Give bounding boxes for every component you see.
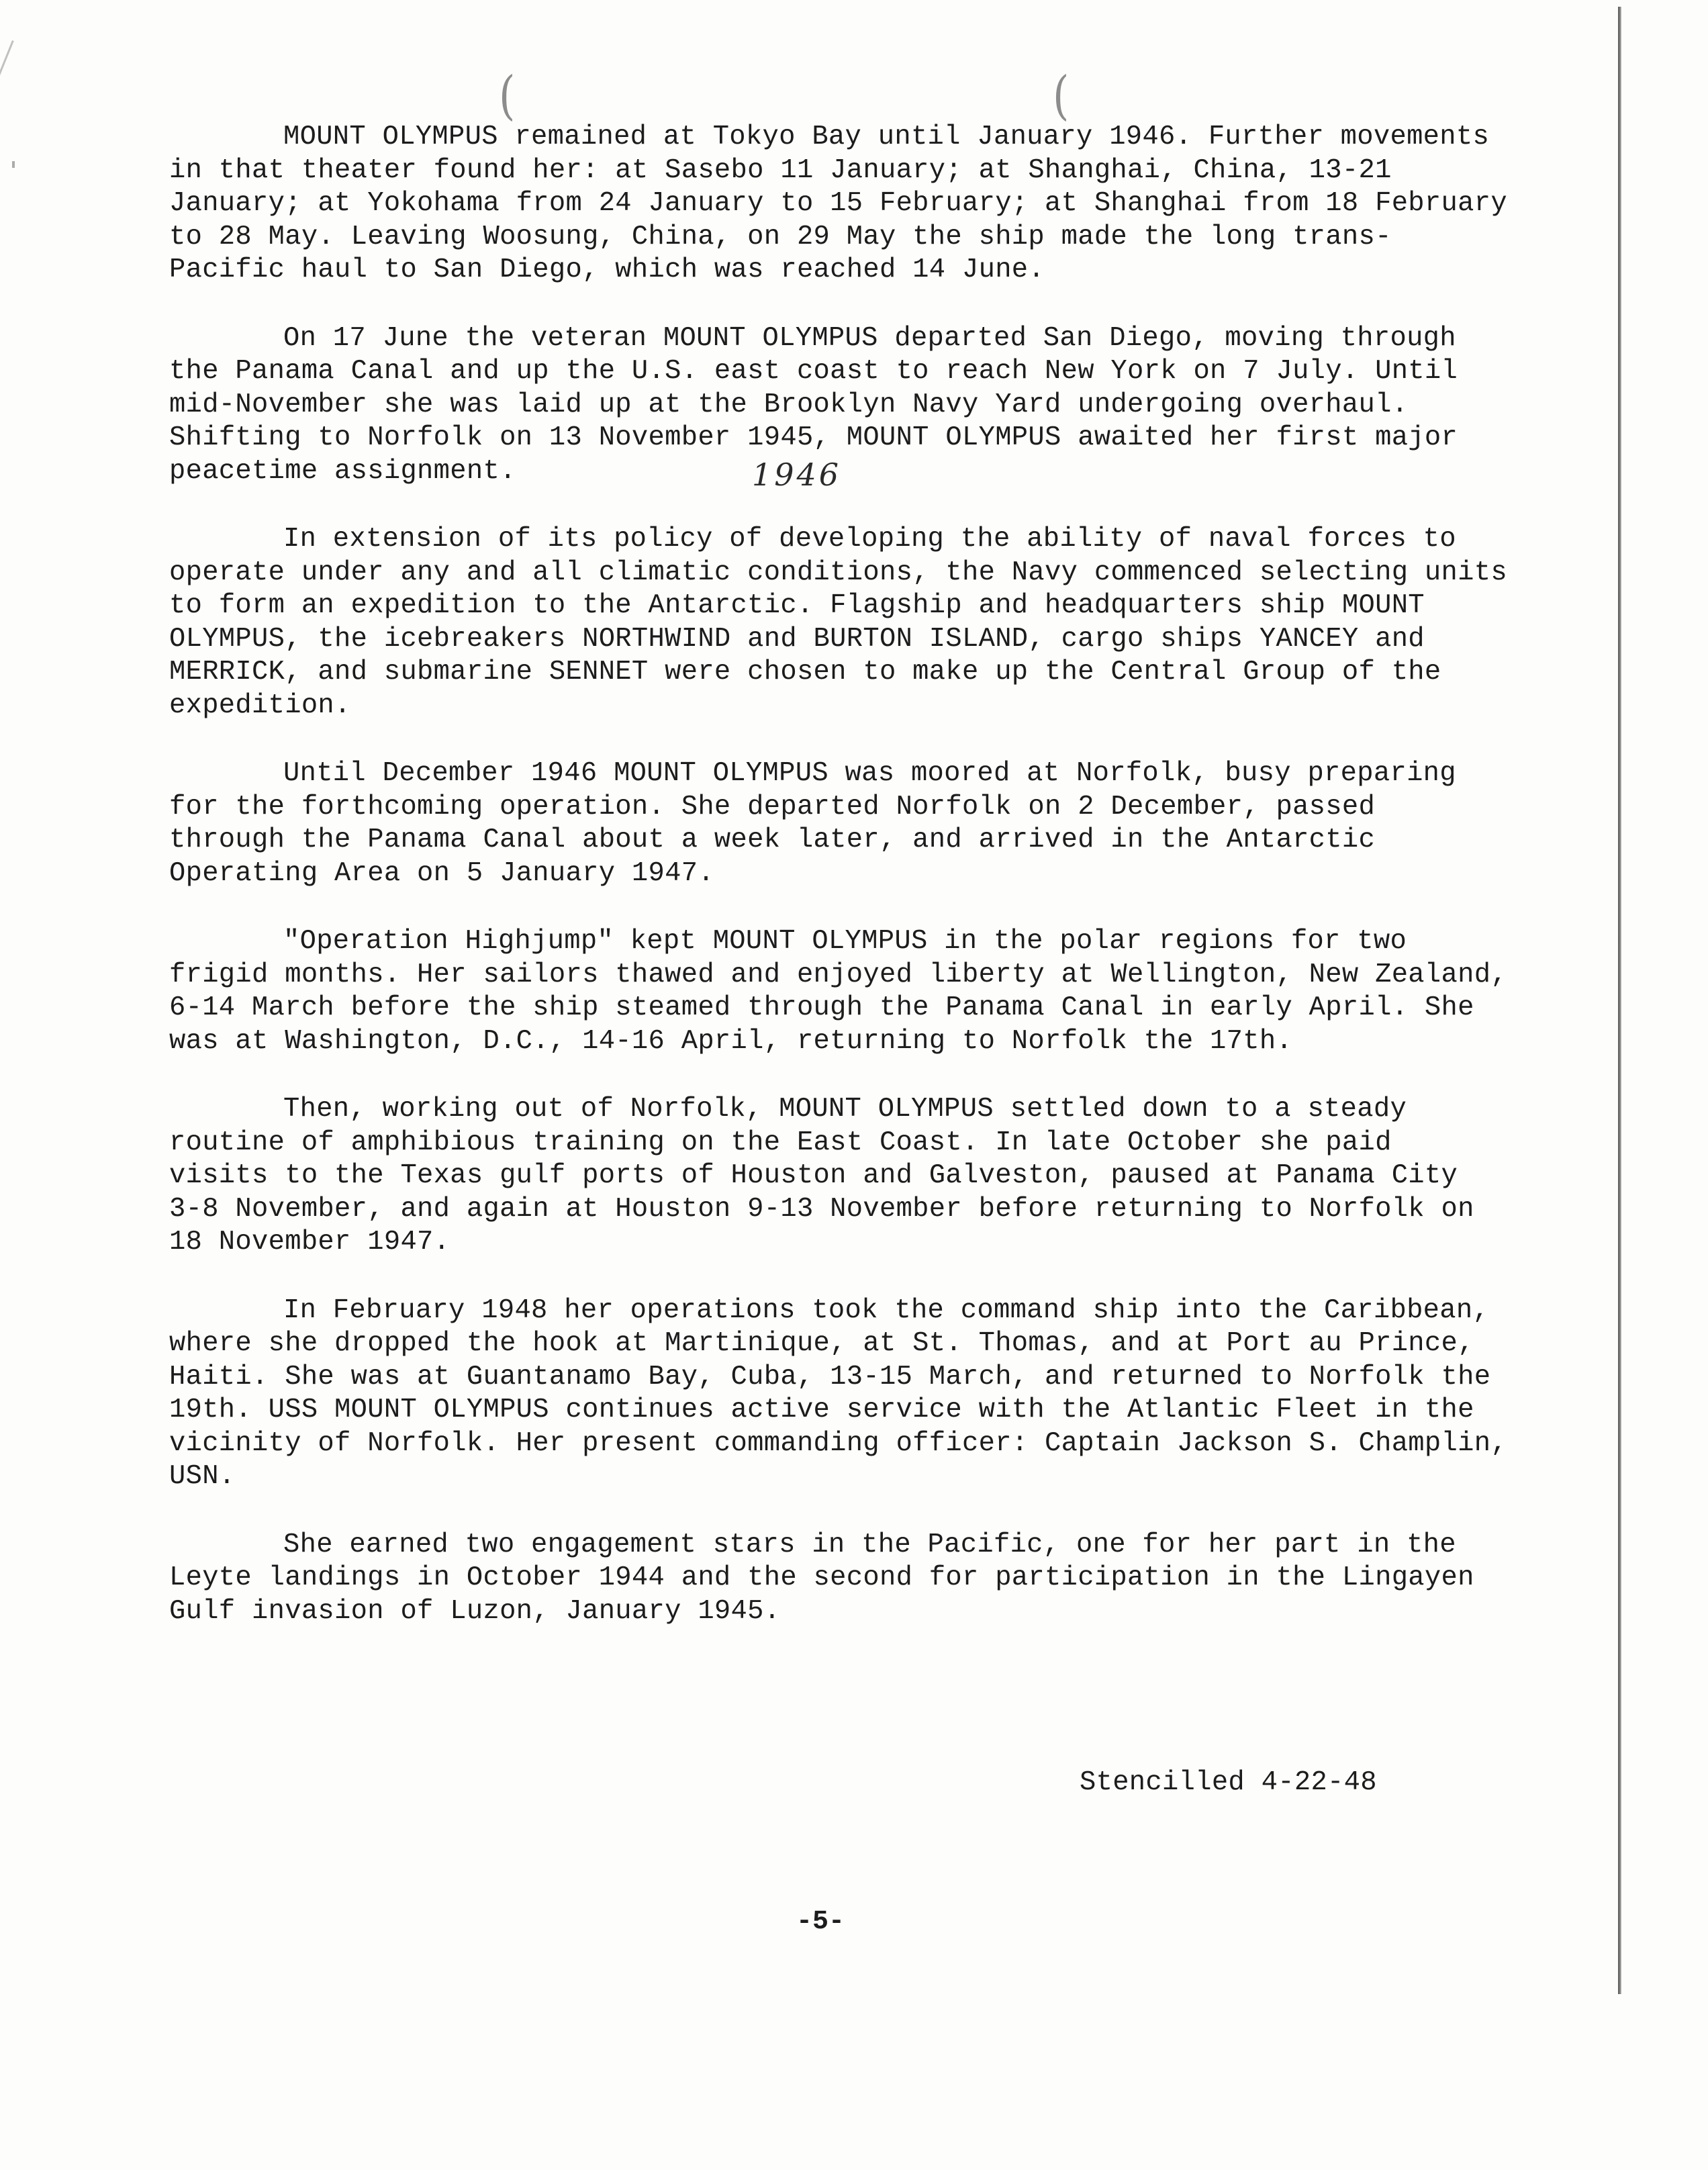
document-body	[169, 121, 1552, 1663]
paragraph	[169, 1093, 1552, 1260]
page-number: -5-	[796, 1907, 845, 1937]
text-line: vicinity of Norfolk. Her present commanding officer: Captain Jackson S. Champlin,	[169, 1427, 1507, 1459]
text-line: OLYMPUS, the icebreakers NORTHWIND and BURTON ISLAND, cargo ships YANCEY and	[169, 623, 1425, 655]
stencil-date: Stencilled 4-22-48	[1080, 1767, 1377, 1798]
text-line: In extension of its policy of developing the ability of naval forces to	[283, 524, 1456, 555]
text-line: in that theater found her: at Sasebo 11 January; at Shanghai, China, 13-21	[169, 154, 1392, 186]
text-line: MERRICK, and submarine SENNET were chosen to make up the Central Group of the	[169, 657, 1441, 688]
text-line: 6-14 March before the ship steamed through the Panama Canal in early April. She	[169, 992, 1474, 1023]
text-line: MOUNT OLYMPUS remained at Tokyo Bay until January 1946. Further movements	[283, 122, 1490, 152]
text-line: peacetime assignment.	[169, 455, 516, 487]
text-line: Operating Area on 5 January 1947.	[169, 857, 714, 889]
text-line: "Operation Highjump" kept MOUNT OLYMPUS in the polar regions for two	[283, 926, 1407, 957]
paragraph	[169, 322, 1552, 489]
text-line: On 17 June the veteran MOUNT OLYMPUS departed San Diego, moving through	[283, 322, 1456, 354]
text-line: was at Washington, D.C., 14-16 April, returning to Norfolk the 17th.	[169, 1025, 1293, 1057]
text-line: In February 1948 her operations took the command ship into the Caribbean,	[283, 1294, 1490, 1326]
text-line: mid-November she was laid up at the Brooklyn Navy Yard undergoing overhaul.	[169, 389, 1409, 420]
text-line: routine of amphibious training on the East Coast. In late October she paid	[169, 1127, 1392, 1158]
text-line: January; at Yokohama from 24 January to 15 February; at Shanghai from 18 February	[169, 188, 1507, 219]
text-line: frigid months. Her sailors thawed and enjoyed liberty at Wellington, New Zealand,	[169, 959, 1507, 990]
text-line: Until December 1946 MOUNT OLYMPUS was moored at Norfolk, busy preparing	[283, 758, 1456, 789]
paragraph	[169, 1529, 1552, 1629]
text-line: where she dropped the hook at Martinique, at St. Thomas, and at Port au Prince,	[169, 1328, 1474, 1359]
text-line: through the Panama Canal about a week later, and arrived in the Antarctic	[169, 824, 1376, 855]
paragraph	[169, 523, 1552, 722]
text-line: visits to the Texas gulf ports of Houston and Galveston, paused at Panama City	[169, 1160, 1458, 1191]
text-line: She earned two engagement stars in the Pacific, one for her part in the	[283, 1529, 1456, 1560]
text-line: Shifting to Norfolk on 13 November 1945, MOUNT OLYMPUS awaited her first major	[169, 422, 1458, 453]
text-line: the Panama Canal and up the U.S. east coast to reach New York on 7 July. Until	[169, 356, 1458, 387]
text-line: 19th. USS MOUNT OLYMPUS continues active service with the Atlantic Fleet in the	[169, 1395, 1474, 1425]
paragraph	[169, 121, 1552, 287]
text-line: Haiti. She was at Guantanamo Bay, Cuba, 13-15 March, and returned to Norfolk the	[169, 1361, 1491, 1393]
text-line: to form an expedition to the Antarctic. Flagship and headquarters ship MOUNT	[169, 590, 1425, 621]
binding-mark-right: (	[1053, 66, 1070, 126]
text-line: USN.	[169, 1461, 236, 1492]
text-line: operate under any and all climatic conditions, the Navy commenced selecting units	[169, 557, 1507, 588]
text-line: expedition.	[169, 690, 351, 721]
paragraph	[169, 1294, 1552, 1494]
scan-artifact-dot	[12, 161, 15, 168]
text-line: to 28 May. Leaving Woosung, China, on 29 May the ship made the long trans-	[169, 221, 1392, 252]
paragraph	[169, 925, 1552, 1058]
text-line: 3-8 November, and again at Houston 9-13 November before returning to Norfolk on	[169, 1193, 1474, 1225]
paragraph	[169, 757, 1552, 890]
text-line: Then, working out of Norfolk, MOUNT OLYMPUS settled down to a steady	[283, 1094, 1407, 1125]
page-edge-shadow	[1618, 7, 1621, 1994]
binding-mark-left: (	[499, 66, 516, 126]
text-line: Leyte landings in October 1944 and the second for participation in the Lingayen	[169, 1562, 1474, 1593]
text-line: Pacific haul to San Diego, which was reached 14 June.	[169, 254, 1045, 285]
text-line: for the forthcoming operation. She departed Norfolk on 2 December, passed	[169, 791, 1376, 822]
text-line: Gulf invasion of Luzon, January 1945.	[169, 1595, 781, 1627]
handwritten-correction: 1946	[752, 457, 842, 493]
text-line: 18 November 1947.	[169, 1227, 450, 1258]
scan-artifact-line	[0, 40, 14, 147]
